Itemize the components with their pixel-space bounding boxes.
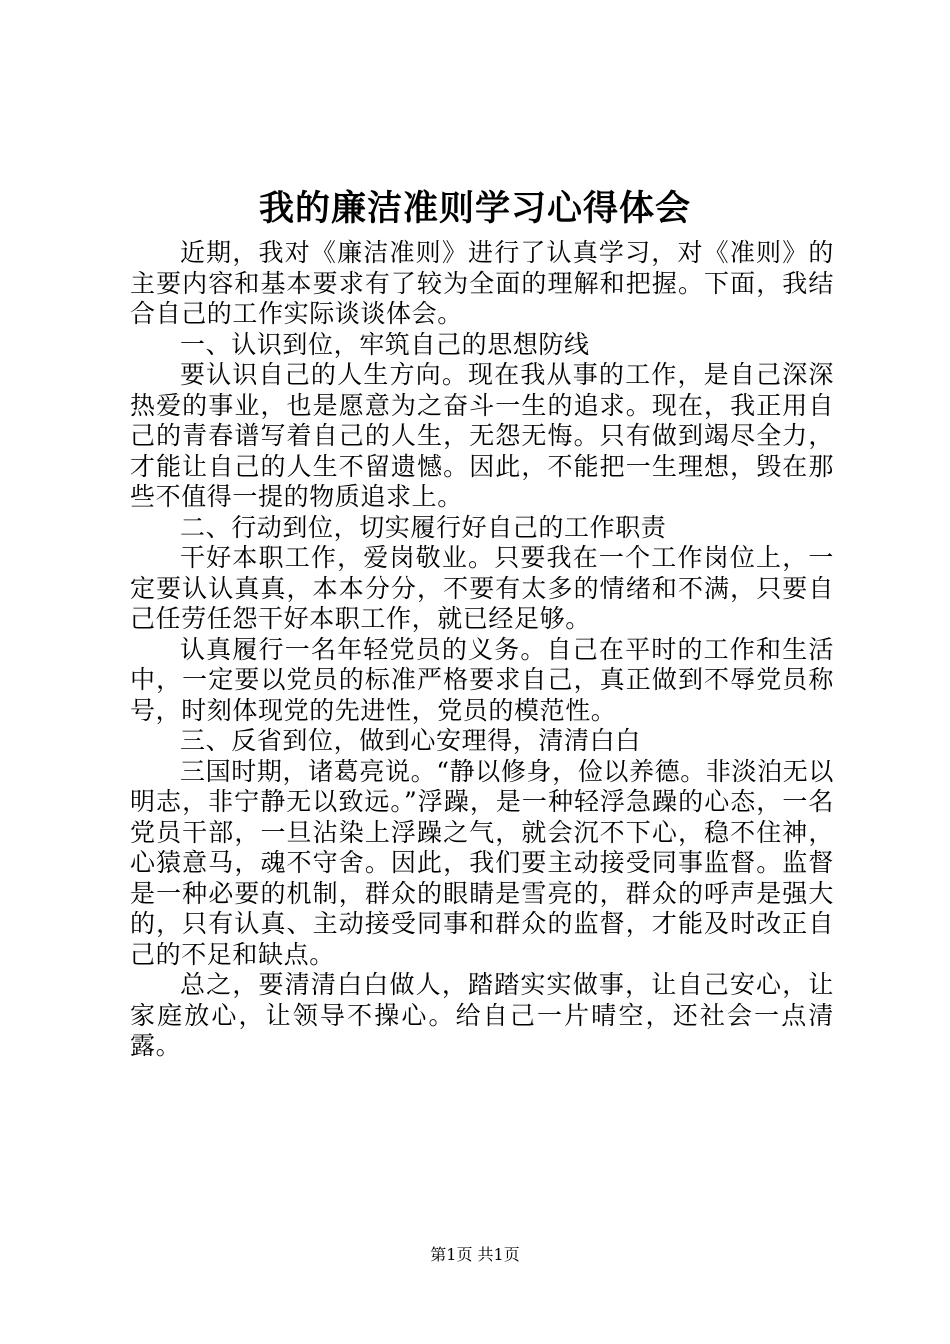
section-heading-2: 二、行动到位，切实履行好自己的工作职责 <box>180 512 667 542</box>
paragraph-section-2b: 认真履行一名年轻党员的义务。自己在平时的工作和生活中，一定要以党员的标准严格要求自己，真正做到不辱党员称号，时刻体现党的先进性，党员的模范性。 <box>130 634 834 725</box>
paragraph-conclusion: 总之，要清清白白做人，踏踏实实做事，让自己安心，让家庭放心，让领导不操心。给自己一片晴空，还社会一点清露。 <box>130 970 834 1060</box>
document-title: 我的廉洁准则学习心得体会 <box>258 188 691 229</box>
paragraph-section-2a: 干好本职工作，爱岗敬业。只要我在一个工作岗位上，一定要认认真真，本本分分，不要有太多的情绪和不满，只要自己任劳任怨干好本职工作，就已经足够。 <box>130 543 834 633</box>
document-body <box>130 238 834 1062</box>
section-heading-1: 一、认识到位，牢筑自己的思想防线 <box>180 329 590 359</box>
section-heading-3: 三、反省到位，做到心安理得，清清白白 <box>180 726 641 755</box>
paragraph-section-3: 三国时期，诸葛亮说。“静以修身，俭以养德。非淡泊无以明志，非宁静无以致远。”浮躁，是一种轻浮急躁的心态，一名党员干部，一旦沾染上浮躁之气，就会沉不下心，稳不住神，心猿意马，魂不守舍。因此，我们要主动接受同事监督。监督是一种必要的机制，群众的眼睛是雪亮的，群众的呼声是强大的，只有认真、主动接受同事和群众的监督，才能及时改正自己的不足和缺点。 <box>130 756 834 969</box>
paragraph-section-1: 要认识自己的人生方向。现在我从事的工作，是自己深深热爱的事业，也是愿意为之奋斗一生的追求。现在，我正用自己的青春谱写着自己的人生，无怨无悔。只有做到竭尽全力，才能让自己的人生不留遗憾。因此，不能把一生理想，毁在那些不值得一提的物质追求上。 <box>130 360 834 511</box>
page-number-footer: 第1页 共1页 <box>430 1245 520 1264</box>
paragraph-intro: 近期，我对《廉洁准则》进行了认真学习，对《准则》的主要内容和基本要求有了较为全面的理解和把握。下面，我结合自己的工作实际谈谈体会。 <box>130 238 834 328</box>
